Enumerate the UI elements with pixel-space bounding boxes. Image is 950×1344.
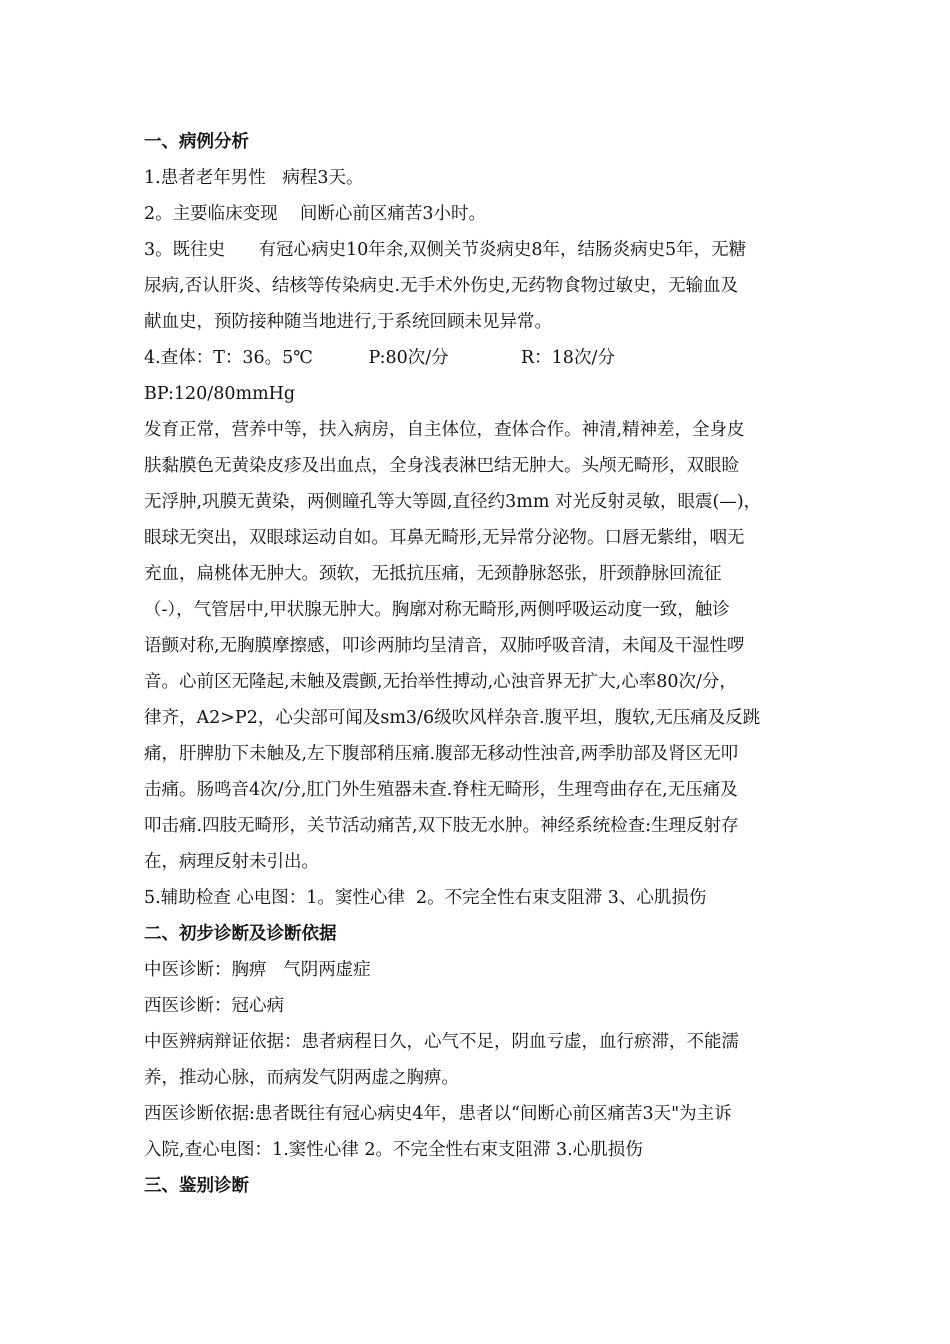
exam-line: 痛，肝脾肋下未触及,左下腹部稍压痛.腹部无移动性浊音,两季肋部及肾区无叩 xyxy=(144,744,739,764)
western-diagnosis-line: 西医诊断：冠心病 xyxy=(144,996,284,1016)
exam-line: 叩击痛.四肢无畸形，关节活动痛苦,双下肢无水肿。神经系统检查:生理反射存 xyxy=(144,816,739,836)
document-page xyxy=(144,124,814,1204)
exam-line: 律齐，A2>P2，心尖部可闻及sm3/6级吹风样杂音.腹平坦，腹软,无压痛及反跳 xyxy=(144,708,761,728)
chief-complaint-line: 2。主要临床变现 间断心前区痛苦3小时。 xyxy=(144,204,487,224)
exam-line: （-），气管居中,甲状腺无肿大。胸廓对称无畸形,两侧呼吸运动度一致，触诊 xyxy=(144,600,730,620)
tcm-basis-line: 中医辨病辩证依据：患者病程日久，心气不足，阴血亏虚，血行瘀滞，不能濡 xyxy=(144,1032,739,1052)
exam-line: 语颤对称,无胸膜摩擦感，叩诊两肺均呈清音，双肺呼吸音清，未闻及干湿性啰 xyxy=(144,636,745,656)
history-line: 献血史，预防接种随当地进行,于系统回顾未见异常。 xyxy=(144,312,553,332)
aux-exam-line: 5.辅助检查 心电图：1。窦性心律 2。不完全性右束支阻滞 3、心肌损伤 xyxy=(144,888,707,908)
exam-line: 音。心前区无隆起,未触及震颤,无抬举性搏动,心浊音界无扩大,心率80次/分， xyxy=(144,672,737,692)
exam-line: 在，病理反射未引出。 xyxy=(144,852,319,872)
tcm-diagnosis-line: 中医诊断：胸痹 气阴两虚症 xyxy=(144,960,371,980)
exam-line: 眼球无突出，双眼球运动自如。耳鼻无畸形,无异常分泌物。口唇无紫绀，咽无 xyxy=(144,528,745,548)
section-heading-case-analysis: 一、病例分析 xyxy=(144,132,249,152)
exam-line: 充血，扁桃体无肿大。颈软，无抵抗压痛，无颈静脉怒张，肝颈静脉回流征 xyxy=(144,564,722,584)
exam-line: 发育正常，营养中等，扶入病房，自主体位，查体合作。神清,精神差，全身皮 xyxy=(144,420,745,440)
exam-line: 击痛。肠鸣音4次/分,肛门外生殖器未查.脊柱无畸形，生理弯曲存在,无压痛及 xyxy=(144,780,738,800)
patient-line: 1.患者老年男性 病程3天。 xyxy=(144,168,364,188)
history-line: 尿病,否认肝炎、结核等传染病史.无手术外伤史,无药物食物过敏史，无输血及 xyxy=(144,276,739,296)
section-heading-differential: 三、鉴别诊断 xyxy=(144,1176,249,1196)
exam-vitals-line: 4.查体：T：36。5℃ P:80次/分 R：18次/分 xyxy=(144,348,615,368)
history-line: 3。既往史 有冠心病史10年余,双侧关节炎病史8年，结肠炎病史5年，无糖 xyxy=(144,240,747,260)
western-basis-line: 入院,查心电图：1.窦性心律 2。不完全性右束支阻滞 3.心肌损伤 xyxy=(144,1140,643,1160)
western-basis-line: 西医诊断依据:患者既往有冠心病史4年，患者以“间断心前区痛苦3天"为主诉 xyxy=(144,1104,732,1124)
tcm-basis-line: 养，推动心脉，而病发气阴两虚之胸痹。 xyxy=(144,1068,459,1088)
section-heading-diagnosis: 二、初步诊断及诊断依据 xyxy=(144,924,337,944)
exam-line: 无浮肿,巩膜无黄染，两侧瞳孔等大等圆,直径约3mm 对光反射灵敏，眼震(—)， xyxy=(144,492,762,512)
exam-line: 肤黏膜色无黄染皮疹及出血点，全身浅表淋巴结无肿大。头颅无畸形，双眼睑 xyxy=(144,456,739,476)
exam-bp-line: BP:120/80mmHg xyxy=(144,384,296,404)
